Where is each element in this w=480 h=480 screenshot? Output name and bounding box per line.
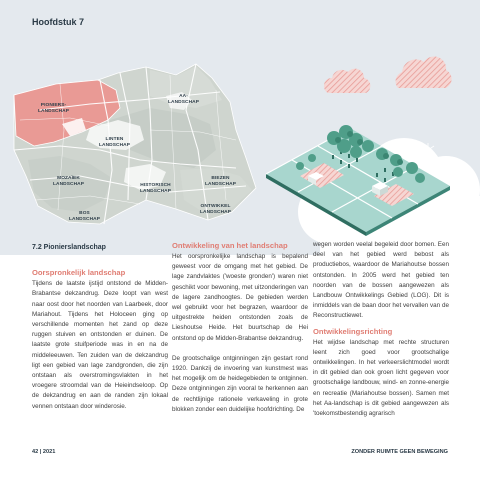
map-label-linten: LINTEN LANDSCHAP xyxy=(99,137,131,148)
column-2 xyxy=(172,240,308,415)
cloud-hatched-right xyxy=(395,56,451,88)
map-label-bos: BOS LANDSCHAP xyxy=(69,211,101,222)
heading-ontwikkeling: Ontwikkeling van het landschap xyxy=(172,241,288,250)
map-label-ontwikkel: ONTWIKKEL LANDSCHAP xyxy=(200,204,232,215)
chapter-title: Hoofdstuk 7 xyxy=(32,17,85,27)
publication-title: ZONDER RUIMTE GEEN BEWEGING xyxy=(351,449,448,455)
map-label-biezen: BIEZEN LANDSCHAP xyxy=(205,176,237,187)
page-number: 42 | 2021 xyxy=(32,449,56,455)
map-label-historisch: HISTORISCH LANDSCHAP xyxy=(140,183,172,194)
section-title: 7.2 Pionierslandschap xyxy=(32,244,106,251)
map-label-pioniers: PIONIERS- LANDSCHAP xyxy=(38,103,70,114)
paragraph-oorspronkelijk: Tijdens de laatste ijstijd ontstond de Midden-Brabantse dekzandrug. Deze loopt van west naar oost door het noorden van Laarbeek, door Mariahout. Tijdens het Holoceen ging op verschillende momenten het zand op deze ruggen stuiven en ontstonden er duinen. De laatste grote stuifperiode was in en na de middeleeuwen. Ten zuiden van de dekzandrug ligt een gebied van lage zandgronden, die zijn ontstaan als overstromingsvlakten in het vroegere stroomdal van de Heieindseloop. Op de dekzandrug en aan de randen zijn lokaal vennen ontstaan door winderosie. xyxy=(32,280,168,410)
map-label-aa: AA- LANDSCHAP xyxy=(168,94,200,105)
paragraph-log: wegen worden veelal begeleid door bomen. Een deel van het gebied werd bebost als productiebos, waardoor de Mariahoutse bossen ontstonden. In 2005 werd het gebied ten noorden van de bossen aangewezen als Landbouw Ontwikkelings Gebied (LOG). Dit is inmiddels van de baan door het vervallen van de Reconstructiewet. xyxy=(313,241,449,320)
map-label-mozaiek: MOZAÏEK LANDSCHAP xyxy=(53,176,85,187)
paragraph-ontwikkeling-2: De grootschalige ontginningen zijn gestart rond 1920. Dankzij de invoering van kunstmest was het mogelijk om de heidegebieden te ontginnen. Deze ontginningen zijn vooral te herkennen aan de rechtlijnige rationele verkaveling in grote blokken zonder een duidelijke hoofdrichting. De xyxy=(172,354,308,413)
column-1 xyxy=(32,240,168,412)
column-3 xyxy=(313,240,449,419)
paragraph-ontwikkelingsrichting: Het wijdse landschap met rechte structuren leent zich goed voor grootschalige ontwikkelingen. In het verkeerslichtmodel wordt in dit gebied dan ook groen licht gegeven voor grootschalige landbouw, wind- en zonne-energie en recreatie (Mariahoutse bossen). Samen met het Aa-landschap is dit gebied aangewezen als 'toekomstbestendig agrarisch xyxy=(313,338,449,418)
paragraph-ontwikkeling-1: Het oorspronkelijke landschap is bepalend geweest voor de omgang met het gebied. De lage zandvlaktes ('woeste gronden') waren niet geschikt voor bewoning, met uitzonderingen van de lagere zandhoogtes. De gebieden werden wel gebruikt voor het begrazen, waardoor de uitgestrekte heiden ontstonden zoals de Lieshoutse Heide. Het buurtschap de Hei ontstond op de Midden-Brabantse dekzandrug. xyxy=(172,253,308,342)
heading-oorspronkelijk: Oorspronkelijk landschap xyxy=(32,268,126,278)
heading-ontwikkelingsrichting: Ontwikkelingsrichting xyxy=(313,326,393,336)
cloud-hatched-left xyxy=(324,69,371,93)
